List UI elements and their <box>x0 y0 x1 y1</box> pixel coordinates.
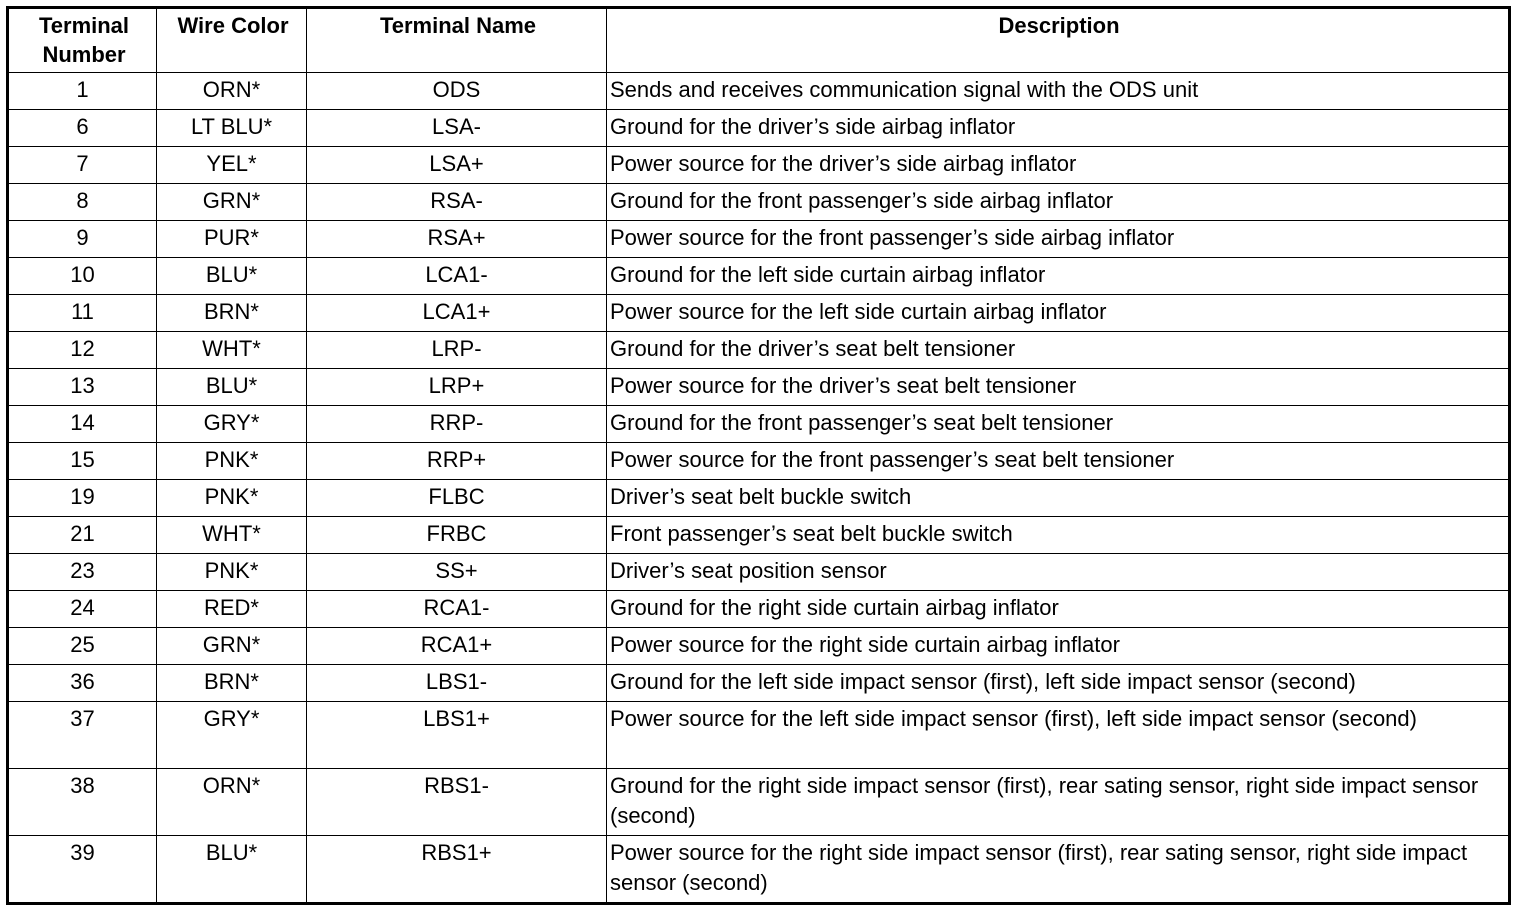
cell-terminal-number: 10 <box>8 258 157 295</box>
cell-description: Ground for the left side curtain airbag inflator <box>607 258 1510 295</box>
cell-terminal-name: FLBC <box>307 480 607 517</box>
cell-wire-color: BRN* <box>157 665 307 702</box>
cell-description: Power source for the front passenger’s side airbag inflator <box>607 221 1510 258</box>
table-row <box>8 332 1510 369</box>
cell-description: Power source for the right side impact sensor (first), rear sating sensor, right side impact sensor (second) <box>607 836 1510 904</box>
cell-terminal-name: RRP+ <box>307 443 607 480</box>
cell-terminal-number: 25 <box>8 628 157 665</box>
cell-terminal-name: LSA- <box>307 110 607 147</box>
cell-terminal-number: 23 <box>8 554 157 591</box>
cell-description: Power source for the driver’s seat belt tensioner <box>607 369 1510 406</box>
table-row <box>8 769 1510 836</box>
cell-wire-color: PNK* <box>157 480 307 517</box>
cell-description: Ground for the driver’s seat belt tensioner <box>607 332 1510 369</box>
cell-wire-color: YEL* <box>157 147 307 184</box>
cell-terminal-name: ODS <box>307 73 607 110</box>
table-row <box>8 836 1510 904</box>
cell-description: Front passenger’s seat belt buckle switch <box>607 517 1510 554</box>
cell-terminal-number: 12 <box>8 332 157 369</box>
cell-terminal-number: 19 <box>8 480 157 517</box>
cell-description: Ground for the right side curtain airbag inflator <box>607 591 1510 628</box>
cell-wire-color: PNK* <box>157 443 307 480</box>
cell-description: Driver’s seat position sensor <box>607 554 1510 591</box>
header-terminal-name: Terminal Name <box>307 8 607 73</box>
cell-wire-color: RED* <box>157 591 307 628</box>
cell-description: Driver’s seat belt buckle switch <box>607 480 1510 517</box>
table-row <box>8 443 1510 480</box>
cell-terminal-name: LRP+ <box>307 369 607 406</box>
table-row <box>8 554 1510 591</box>
cell-terminal-number: 6 <box>8 110 157 147</box>
table-row <box>8 517 1510 554</box>
cell-terminal-name: RCA1+ <box>307 628 607 665</box>
cell-description: Ground for the driver’s side airbag inflator <box>607 110 1510 147</box>
cell-terminal-name: FRBC <box>307 517 607 554</box>
cell-wire-color: WHT* <box>157 517 307 554</box>
cell-description: Ground for the front passenger’s seat belt tensioner <box>607 406 1510 443</box>
cell-description: Power source for the left side curtain airbag inflator <box>607 295 1510 332</box>
cell-description: Ground for the left side impact sensor (first), left side impact sensor (second) <box>607 665 1510 702</box>
cell-terminal-number: 37 <box>8 702 157 769</box>
cell-terminal-name: RBS1- <box>307 769 607 836</box>
table-row <box>8 110 1510 147</box>
table-row <box>8 591 1510 628</box>
header-wire-color: Wire Color <box>157 8 307 73</box>
cell-terminal-number: 7 <box>8 147 157 184</box>
cell-terminal-number: 1 <box>8 73 157 110</box>
cell-terminal-number: 36 <box>8 665 157 702</box>
table-row <box>8 369 1510 406</box>
cell-wire-color: GRN* <box>157 628 307 665</box>
cell-terminal-name: RSA+ <box>307 221 607 258</box>
table-header-row <box>8 8 1510 73</box>
cell-description: Ground for the front passenger’s side airbag inflator <box>607 184 1510 221</box>
cell-wire-color: BLU* <box>157 258 307 295</box>
table-row <box>8 665 1510 702</box>
cell-description: Power source for the front passenger’s seat belt tensioner <box>607 443 1510 480</box>
cell-terminal-number: 8 <box>8 184 157 221</box>
cell-terminal-number: 24 <box>8 591 157 628</box>
table-row <box>8 480 1510 517</box>
table-row <box>8 702 1510 769</box>
cell-wire-color: PUR* <box>157 221 307 258</box>
cell-terminal-name: LBS1- <box>307 665 607 702</box>
cell-terminal-name: RSA- <box>307 184 607 221</box>
cell-terminal-number: 21 <box>8 517 157 554</box>
header-terminal-number: Terminal Number <box>8 8 157 73</box>
cell-wire-color: BLU* <box>157 836 307 904</box>
cell-wire-color: PNK* <box>157 554 307 591</box>
cell-terminal-number: 14 <box>8 406 157 443</box>
cell-terminal-number: 11 <box>8 295 157 332</box>
cell-terminal-name: LSA+ <box>307 147 607 184</box>
cell-wire-color: LT BLU* <box>157 110 307 147</box>
table-row <box>8 628 1510 665</box>
header-description: Description <box>607 8 1510 73</box>
cell-wire-color: ORN* <box>157 769 307 836</box>
cell-wire-color: GRY* <box>157 702 307 769</box>
cell-terminal-number: 15 <box>8 443 157 480</box>
terminal-table <box>6 6 1511 905</box>
cell-description: Power source for the left side impact sensor (first), left side impact sensor (second) <box>607 702 1510 769</box>
cell-terminal-number: 13 <box>8 369 157 406</box>
table-row <box>8 184 1510 221</box>
table-row <box>8 258 1510 295</box>
cell-wire-color: GRN* <box>157 184 307 221</box>
cell-wire-color: BRN* <box>157 295 307 332</box>
cell-wire-color: GRY* <box>157 406 307 443</box>
cell-description: Power source for the right side curtain airbag inflator <box>607 628 1510 665</box>
cell-terminal-number: 38 <box>8 769 157 836</box>
table-row <box>8 406 1510 443</box>
table-row <box>8 221 1510 258</box>
cell-terminal-name: LBS1+ <box>307 702 607 769</box>
cell-terminal-name: SS+ <box>307 554 607 591</box>
cell-wire-color: WHT* <box>157 332 307 369</box>
cell-terminal-name: LCA1- <box>307 258 607 295</box>
cell-terminal-name: LCA1+ <box>307 295 607 332</box>
cell-description: Ground for the right side impact sensor (first), rear sating sensor, right side impact sensor (second) <box>607 769 1510 836</box>
cell-wire-color: ORN* <box>157 73 307 110</box>
cell-terminal-number: 39 <box>8 836 157 904</box>
cell-terminal-number: 9 <box>8 221 157 258</box>
table-row <box>8 295 1510 332</box>
cell-description: Sends and receives communication signal with the ODS unit <box>607 73 1510 110</box>
cell-terminal-name: RBS1+ <box>307 836 607 904</box>
cell-terminal-name: RRP- <box>307 406 607 443</box>
cell-wire-color: BLU* <box>157 369 307 406</box>
cell-terminal-name: LRP- <box>307 332 607 369</box>
cell-terminal-name: RCA1- <box>307 591 607 628</box>
table-row <box>8 73 1510 110</box>
table-row <box>8 147 1510 184</box>
cell-description: Power source for the driver’s side airbag inflator <box>607 147 1510 184</box>
